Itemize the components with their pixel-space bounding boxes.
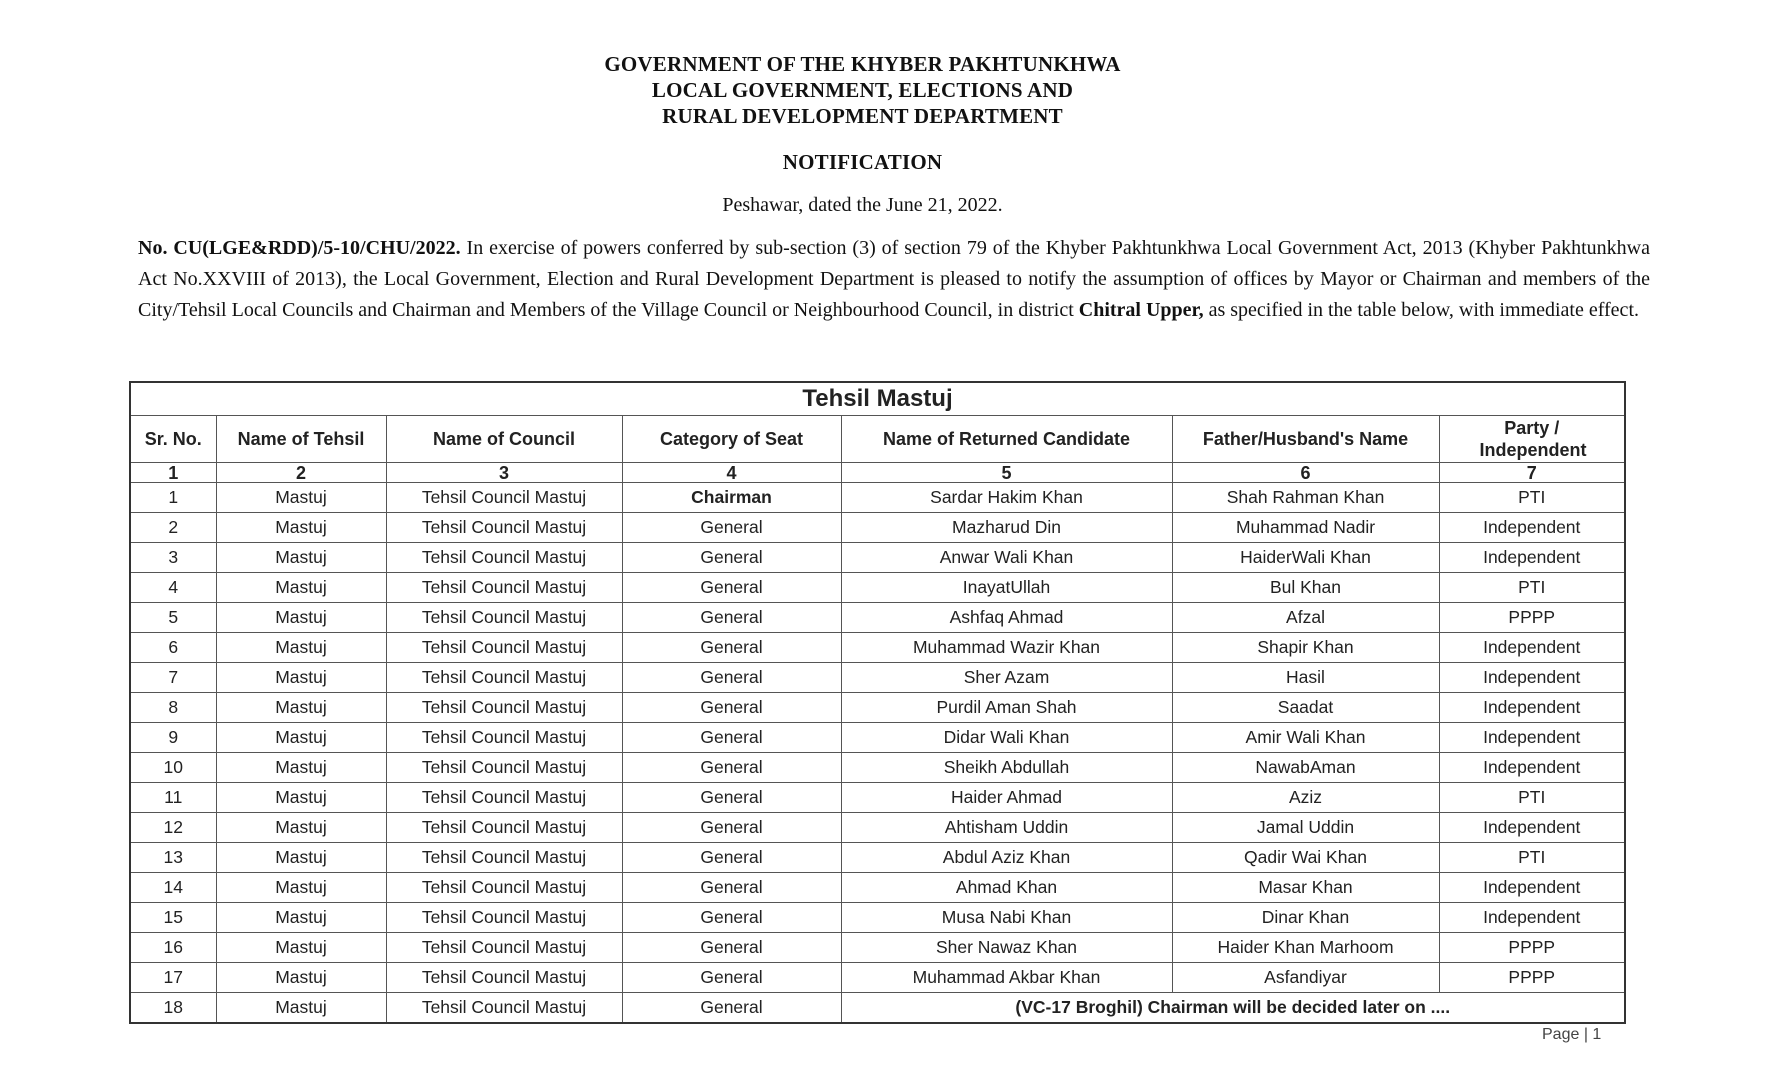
pending-chairman-note: (VC-17 Broghil) Chairman will be decided later on .... bbox=[841, 993, 1625, 1024]
page-number: Page | 1 bbox=[1542, 1026, 1602, 1043]
table-row bbox=[130, 603, 1625, 633]
results-table bbox=[129, 381, 1626, 1024]
cell-sr-no: 13 bbox=[130, 843, 216, 873]
cell-council: Tehsil Council Mastuj bbox=[386, 513, 622, 543]
column-header-council: Name of Council bbox=[386, 416, 622, 463]
column-number: 1 bbox=[130, 463, 216, 483]
cell-candidate: Mazharud Din bbox=[841, 513, 1172, 543]
column-header-sr-no: Sr. No. bbox=[130, 416, 216, 463]
cell-candidate: Ashfaq Ahmad bbox=[841, 603, 1172, 633]
table-row bbox=[130, 753, 1625, 783]
cell-father-husband: Afzal bbox=[1172, 603, 1439, 633]
cell-tehsil: Mastuj bbox=[216, 723, 386, 753]
notification-title: NOTIFICATION bbox=[782, 150, 943, 174]
cell-sr-no: 6 bbox=[130, 633, 216, 663]
cell-tehsil: Mastuj bbox=[216, 483, 386, 513]
cell-council: Tehsil Council Mastuj bbox=[386, 843, 622, 873]
cell-party: Independent bbox=[1439, 723, 1625, 753]
column-header-father-husband: Father/Husband's Name bbox=[1172, 416, 1439, 463]
cell-sr-no: 4 bbox=[130, 573, 216, 603]
table-title: Tehsil Mastuj bbox=[130, 382, 1625, 416]
cell-tehsil: Mastuj bbox=[216, 693, 386, 723]
cell-candidate: Haider Ahmad bbox=[841, 783, 1172, 813]
cell-candidate: Abdul Aziz Khan bbox=[841, 843, 1172, 873]
cell-category: General bbox=[622, 873, 841, 903]
cell-tehsil: Mastuj bbox=[216, 933, 386, 963]
cell-sr-no: 1 bbox=[130, 483, 216, 513]
body-text-part1: In exercise of powers conferred by sub-section (3) of section 79 of the Khyber Pakhtunkhwa Local Government Act, 2013 (Khyber Pakhtunkhwa Act No.XXVIII of 2013), the Local Government, Election and Rural Development Department is pleased to notify the assumption of offices by Mayor or Chairman and members of the City/Tehsil Local Councils and Chairman and Members of the Village Council or Neighbourhood Council, in district bbox=[138, 237, 1650, 321]
cell-council: Tehsil Council Mastuj bbox=[386, 573, 622, 603]
cell-council: Tehsil Council Mastuj bbox=[386, 963, 622, 993]
column-number: 4 bbox=[622, 463, 841, 483]
cell-category: Chairman bbox=[622, 483, 841, 513]
cell-tehsil: Mastuj bbox=[216, 543, 386, 573]
column-number-row bbox=[130, 463, 1625, 483]
table-row bbox=[130, 483, 1625, 513]
cell-father-husband: Jamal Uddin bbox=[1172, 813, 1439, 843]
cell-candidate: Muhammad Wazir Khan bbox=[841, 633, 1172, 663]
cell-party: PPPP bbox=[1439, 933, 1625, 963]
cell-party: PTI bbox=[1439, 783, 1625, 813]
table-row bbox=[130, 633, 1625, 663]
cell-candidate: Ahmad Khan bbox=[841, 873, 1172, 903]
cell-sr-no: 18 bbox=[130, 993, 216, 1024]
dated-line: Peshawar, dated the June 21, 2022. bbox=[722, 194, 1003, 216]
cell-candidate: Purdil Aman Shah bbox=[841, 693, 1172, 723]
cell-category: General bbox=[622, 573, 841, 603]
cell-party: PTI bbox=[1439, 843, 1625, 873]
table-row bbox=[130, 903, 1625, 933]
cell-party: Independent bbox=[1439, 663, 1625, 693]
header-government-line: GOVERNMENT OF THE KHYBER PAKHTUNKHWA bbox=[604, 52, 1121, 76]
cell-father-husband: Masar Khan bbox=[1172, 873, 1439, 903]
cell-sr-no: 12 bbox=[130, 813, 216, 843]
table-title-row bbox=[130, 382, 1625, 416]
table-row bbox=[130, 693, 1625, 723]
cell-council: Tehsil Council Mastuj bbox=[386, 783, 622, 813]
column-number: 7 bbox=[1439, 463, 1625, 483]
cell-category: General bbox=[622, 903, 841, 933]
cell-council: Tehsil Council Mastuj bbox=[386, 633, 622, 663]
cell-category: General bbox=[622, 843, 841, 873]
column-header-party: Party / Independent bbox=[1439, 416, 1625, 463]
header-department-line-2: RURAL DEVELOPMENT DEPARTMENT bbox=[662, 104, 1063, 128]
cell-sr-no: 15 bbox=[130, 903, 216, 933]
cell-father-husband: Shah Rahman Khan bbox=[1172, 483, 1439, 513]
cell-council: Tehsil Council Mastuj bbox=[386, 903, 622, 933]
cell-father-husband: Haider Khan Marhoom bbox=[1172, 933, 1439, 963]
cell-sr-no: 8 bbox=[130, 693, 216, 723]
cell-father-husband: Qadir Wai Khan bbox=[1172, 843, 1439, 873]
cell-category: General bbox=[622, 813, 841, 843]
cell-category: General bbox=[622, 753, 841, 783]
cell-council: Tehsil Council Mastuj bbox=[386, 723, 622, 753]
cell-tehsil: Mastuj bbox=[216, 783, 386, 813]
cell-tehsil: Mastuj bbox=[216, 753, 386, 783]
cell-party: Independent bbox=[1439, 813, 1625, 843]
cell-category: General bbox=[622, 633, 841, 663]
table-row-pending bbox=[130, 993, 1625, 1024]
cell-candidate: Didar Wali Khan bbox=[841, 723, 1172, 753]
cell-category: General bbox=[622, 693, 841, 723]
cell-category: General bbox=[622, 993, 841, 1024]
column-header-category: Category of Seat bbox=[622, 416, 841, 463]
cell-candidate: Anwar Wali Khan bbox=[841, 543, 1172, 573]
cell-tehsil: Mastuj bbox=[216, 513, 386, 543]
cell-category: General bbox=[622, 963, 841, 993]
cell-candidate: InayatUllah bbox=[841, 573, 1172, 603]
cell-council: Tehsil Council Mastuj bbox=[386, 933, 622, 963]
table-row bbox=[130, 873, 1625, 903]
column-number: 5 bbox=[841, 463, 1172, 483]
cell-father-husband: Shapir Khan bbox=[1172, 633, 1439, 663]
table-row bbox=[130, 813, 1625, 843]
cell-tehsil: Mastuj bbox=[216, 873, 386, 903]
cell-council: Tehsil Council Mastuj bbox=[386, 543, 622, 573]
cell-candidate: Ahtisham Uddin bbox=[841, 813, 1172, 843]
cell-father-husband: Dinar Khan bbox=[1172, 903, 1439, 933]
cell-category: General bbox=[622, 783, 841, 813]
table-row bbox=[130, 933, 1625, 963]
table-row bbox=[130, 843, 1625, 873]
cell-candidate: Muhammad Akbar Khan bbox=[841, 963, 1172, 993]
table-header-row bbox=[130, 416, 1625, 463]
table-row bbox=[130, 513, 1625, 543]
cell-sr-no: 2 bbox=[130, 513, 216, 543]
table-row bbox=[130, 723, 1625, 753]
cell-sr-no: 10 bbox=[130, 753, 216, 783]
cell-candidate: Sheikh Abdullah bbox=[841, 753, 1172, 783]
cell-candidate: Sher Nawaz Khan bbox=[841, 933, 1172, 963]
cell-council: Tehsil Council Mastuj bbox=[386, 873, 622, 903]
cell-party: Independent bbox=[1439, 513, 1625, 543]
cell-party: Independent bbox=[1439, 753, 1625, 783]
notification-body bbox=[138, 233, 1650, 326]
cell-party: Independent bbox=[1439, 693, 1625, 723]
cell-candidate: Sher Azam bbox=[841, 663, 1172, 693]
cell-party: PTI bbox=[1439, 573, 1625, 603]
cell-candidate: Sardar Hakim Khan bbox=[841, 483, 1172, 513]
cell-tehsil: Mastuj bbox=[216, 963, 386, 993]
column-number: 3 bbox=[386, 463, 622, 483]
cell-sr-no: 7 bbox=[130, 663, 216, 693]
table-row bbox=[130, 543, 1625, 573]
cell-sr-no: 9 bbox=[130, 723, 216, 753]
cell-tehsil: Mastuj bbox=[216, 903, 386, 933]
cell-father-husband: Amir Wali Khan bbox=[1172, 723, 1439, 753]
cell-party: Independent bbox=[1439, 543, 1625, 573]
cell-father-husband: Hasil bbox=[1172, 663, 1439, 693]
cell-tehsil: Mastuj bbox=[216, 993, 386, 1024]
cell-party: Independent bbox=[1439, 903, 1625, 933]
cell-council: Tehsil Council Mastuj bbox=[386, 663, 622, 693]
cell-sr-no: 14 bbox=[130, 873, 216, 903]
cell-party: PPPP bbox=[1439, 603, 1625, 633]
cell-category: General bbox=[622, 933, 841, 963]
reference-number: No. CU(LGE&RDD)/5-10/CHU/2022. bbox=[138, 237, 461, 259]
table-row bbox=[130, 573, 1625, 603]
cell-party: PPPP bbox=[1439, 963, 1625, 993]
cell-council: Tehsil Council Mastuj bbox=[386, 693, 622, 723]
cell-council: Tehsil Council Mastuj bbox=[386, 753, 622, 783]
cell-party: PTI bbox=[1439, 483, 1625, 513]
cell-tehsil: Mastuj bbox=[216, 813, 386, 843]
cell-category: General bbox=[622, 723, 841, 753]
cell-category: General bbox=[622, 663, 841, 693]
column-header-tehsil: Name of Tehsil bbox=[216, 416, 386, 463]
cell-father-husband: Asfandiyar bbox=[1172, 963, 1439, 993]
body-text-part2: as specified in the table below, with immediate effect. bbox=[1203, 299, 1639, 321]
cell-father-husband: Aziz bbox=[1172, 783, 1439, 813]
cell-father-husband: Bul Khan bbox=[1172, 573, 1439, 603]
cell-party: Independent bbox=[1439, 873, 1625, 903]
cell-father-husband: NawabAman bbox=[1172, 753, 1439, 783]
cell-sr-no: 11 bbox=[130, 783, 216, 813]
header-department-line-1: LOCAL GOVERNMENT, ELECTIONS AND bbox=[651, 78, 1074, 102]
cell-sr-no: 16 bbox=[130, 933, 216, 963]
cell-tehsil: Mastuj bbox=[216, 843, 386, 873]
table-row bbox=[130, 783, 1625, 813]
district-name: Chitral Upper, bbox=[1078, 299, 1204, 321]
cell-category: General bbox=[622, 543, 841, 573]
column-header-candidate: Name of Returned Candidate bbox=[841, 416, 1172, 463]
table-row bbox=[130, 963, 1625, 993]
cell-tehsil: Mastuj bbox=[216, 603, 386, 633]
column-number: 2 bbox=[216, 463, 386, 483]
cell-tehsil: Mastuj bbox=[216, 633, 386, 663]
cell-sr-no: 3 bbox=[130, 543, 216, 573]
cell-category: General bbox=[622, 513, 841, 543]
cell-category: General bbox=[622, 603, 841, 633]
cell-council: Tehsil Council Mastuj bbox=[386, 603, 622, 633]
cell-sr-no: 5 bbox=[130, 603, 216, 633]
table-row bbox=[130, 663, 1625, 693]
cell-council: Tehsil Council Mastuj bbox=[386, 483, 622, 513]
cell-tehsil: Mastuj bbox=[216, 663, 386, 693]
cell-father-husband: Muhammad Nadir bbox=[1172, 513, 1439, 543]
cell-sr-no: 17 bbox=[130, 963, 216, 993]
cell-candidate: Musa Nabi Khan bbox=[841, 903, 1172, 933]
column-number: 6 bbox=[1172, 463, 1439, 483]
cell-council: Tehsil Council Mastuj bbox=[386, 813, 622, 843]
cell-council: Tehsil Council Mastuj bbox=[386, 993, 622, 1024]
cell-party: Independent bbox=[1439, 633, 1625, 663]
cell-father-husband: HaiderWali Khan bbox=[1172, 543, 1439, 573]
cell-father-husband: Saadat bbox=[1172, 693, 1439, 723]
cell-tehsil: Mastuj bbox=[216, 573, 386, 603]
